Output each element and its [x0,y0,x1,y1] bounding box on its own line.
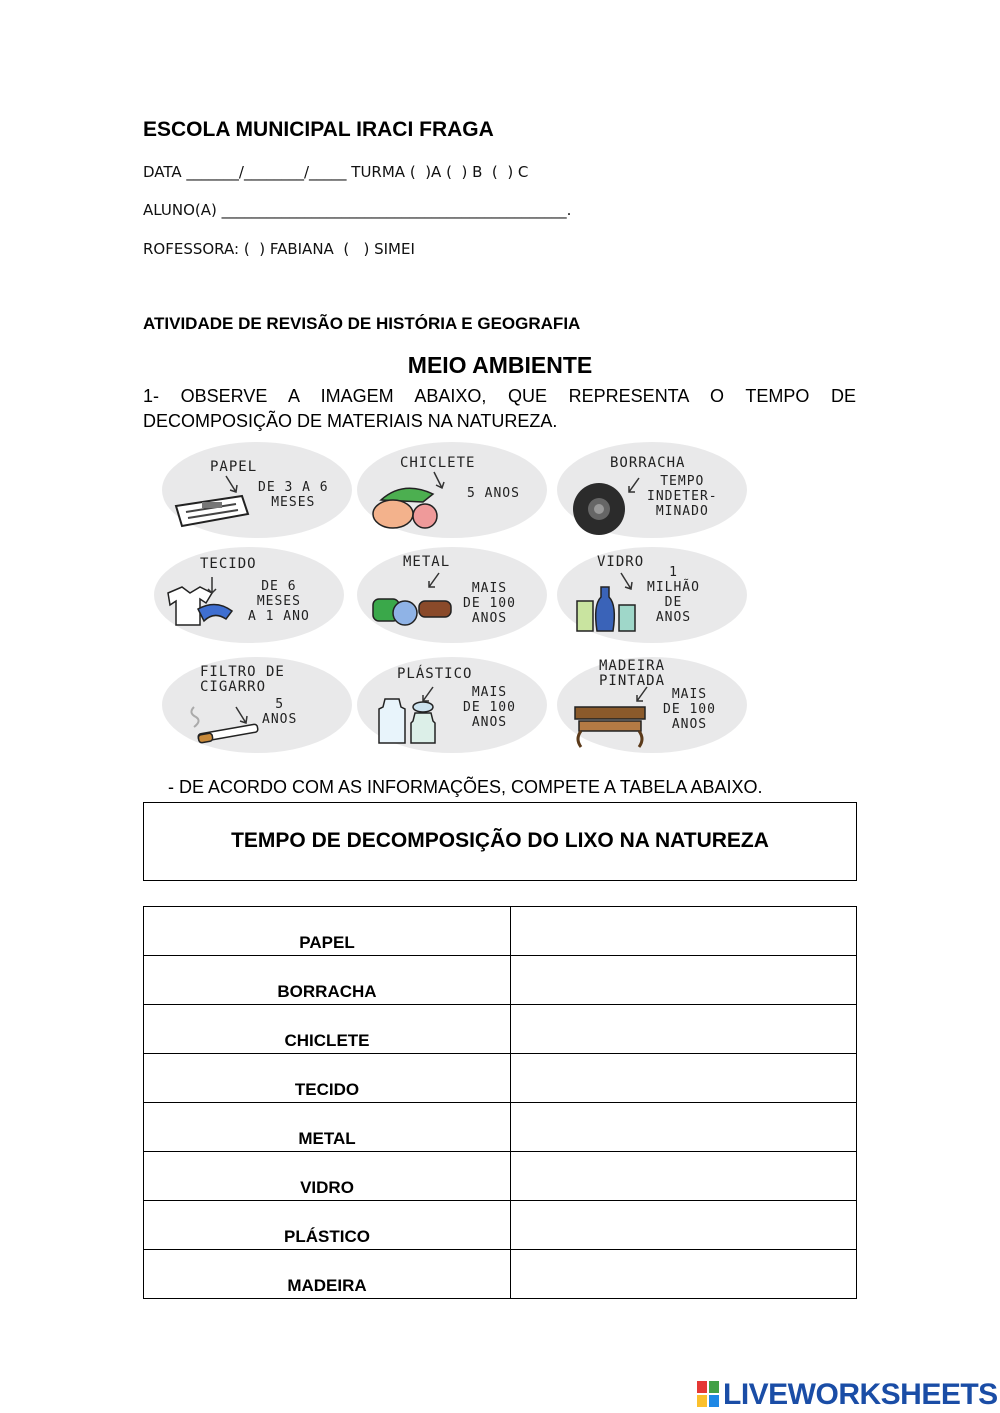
material-card-fabric [152,545,347,645]
school-name: ESCOLA MUNICIPAL IRACI FRAGA [143,118,494,141]
decomposition-illustration [160,440,760,765]
material-time: 1 MILHÃO DE ANOS [647,565,700,625]
arrow-icon [617,571,637,593]
teacher-line: ROFESSORA: ( ) FABIANA ( ) SIMEI [143,240,415,258]
row-label: PLÁSTICO [144,1201,511,1250]
material-name: PAPEL [210,459,258,475]
row-label: METAL [144,1103,511,1152]
row-label: PAPEL [144,907,511,956]
material-name: FILTRO DE CIGARRO [200,664,285,695]
material-name: TECIDO [200,556,257,572]
row-label: CHICLETE [144,1005,511,1054]
table-row [144,1201,857,1250]
arrow-icon [430,470,450,492]
table-title-box [143,802,857,881]
row-label: TECIDO [144,1054,511,1103]
table-row [144,1250,857,1299]
date-class-line: DATA _______/________/_____ TURMA ( )A ( ) B ( ) C [143,163,529,181]
material-time: DE 3 A 6 MESES [258,480,329,510]
material-time: MAIS DE 100 ANOS [663,687,716,732]
logo-badge-icon [697,1381,719,1407]
table-row [144,956,857,1005]
table-row [144,1103,857,1152]
material-time: TEMPO INDETER- MINADO [647,474,718,519]
material-card-glass [555,545,750,645]
instruction: - DE ACORDO COM AS INFORMAÇÕES, COMPETE A TABELA ABAIXO. [168,777,763,797]
brand-name: LIVEWORKSHEETS [723,1378,998,1411]
activity-title: ATIVIDADE DE REVISÃO DE HISTÓRIA E GEOGRAFIA [143,314,581,333]
arrow-icon [623,476,643,498]
material-name: MADEIRA PINTADA [599,658,666,689]
material-name: VIDRO [597,554,645,570]
row-label: VIDRO [144,1152,511,1201]
material-name: CHICLETE [400,455,476,471]
material-time: 5 ANOS [467,486,520,501]
material-name: BORRACHA [610,455,686,471]
table-row [144,1005,857,1054]
table-row [144,1152,857,1201]
question-1 [143,384,856,434]
row-label: BORRACHA [144,956,511,1005]
material-name: METAL [403,554,451,570]
arrow-icon [417,685,437,707]
arrow-icon [222,474,242,496]
liveworksheets-logo[interactable] [697,1378,998,1412]
material-card-plastic [355,655,550,755]
tire-icon [569,480,629,538]
glass-bottles-icon [573,583,653,637]
arrow-icon [423,571,443,593]
clothes-icon [160,581,240,636]
cans-icon [367,585,462,635]
material-time: DE 6 MESES A 1 ANO [248,579,310,624]
arrow-icon [204,575,220,597]
main-title: MEIO AMBIENTE [407,352,593,378]
table-row [144,907,857,956]
question-1-line-2: DECOMPOSIÇÃO DE MATERIAIS NA NATUREZA. [143,411,558,431]
student-name-line: ALUNO(A) ______________________________________________. [143,201,572,219]
material-time: MAIS DE 100 ANOS [463,581,516,626]
wood-furniture-icon [569,703,653,749]
material-card-gum [355,440,550,540]
question-1-line-1: 1- OBSERVE A IMAGEM ABAIXO, QUE REPRESENTA O TEMPO DE [143,386,856,406]
material-name: PLÁSTICO [397,666,473,682]
arrow-icon [631,685,651,707]
table-row [144,1054,857,1103]
answer-cell[interactable] [511,1201,857,1250]
table-title: TEMPO DE DECOMPOSIÇÃO DO LIXO NA NATUREZA [231,829,769,852]
plastic-bottles-icon [375,691,455,749]
answer-cell[interactable] [511,1054,857,1103]
decomposition-table [143,906,857,1299]
material-card-painted-wood [555,655,750,755]
answer-cell[interactable] [511,907,857,956]
arrow-icon [232,705,252,727]
material-card-paper [160,440,355,540]
gum-kid-icon [363,480,473,535]
answer-cell[interactable] [511,1152,857,1201]
material-card-cigarette [160,655,355,755]
answer-cell[interactable] [511,956,857,1005]
material-time: MAIS DE 100 ANOS [463,685,516,730]
answer-cell[interactable] [511,1250,857,1299]
material-time: 5 ANOS [262,697,298,727]
material-card-metal [355,545,550,645]
material-card-rubber [555,440,750,540]
cigarette-icon [184,703,264,747]
answer-cell[interactable] [511,1103,857,1152]
answer-cell[interactable] [511,1005,857,1054]
row-label: MADEIRA [144,1250,511,1299]
